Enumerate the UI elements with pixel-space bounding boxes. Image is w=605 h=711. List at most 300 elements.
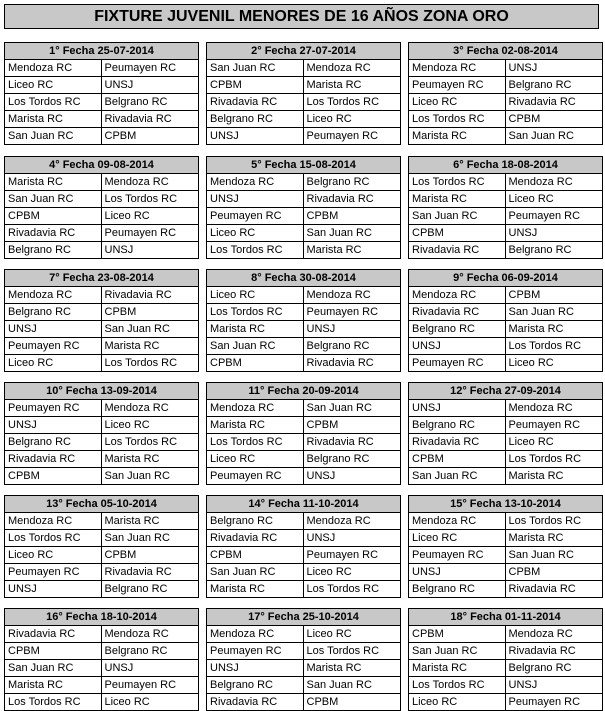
away-team: Peumayen RC bbox=[104, 62, 177, 74]
match-row bbox=[5, 94, 198, 111]
match-row bbox=[207, 287, 400, 304]
match-row bbox=[409, 564, 602, 581]
match-row bbox=[5, 128, 198, 144]
match-row bbox=[409, 174, 602, 191]
away-team: Rivadavia RC bbox=[104, 113, 172, 125]
home-team: San Juan RC bbox=[207, 60, 304, 76]
home-team: Peumayen RC bbox=[207, 468, 304, 484]
fecha-header: 5° Fecha 15-08-2014 bbox=[207, 157, 400, 174]
match-row bbox=[409, 626, 602, 643]
home-team: CPBM bbox=[5, 643, 102, 659]
fecha-block bbox=[4, 608, 199, 711]
match-row bbox=[207, 321, 400, 338]
home-team: Los Tordos RC bbox=[409, 111, 506, 127]
away-team: Mendoza RC bbox=[104, 402, 169, 414]
home-team: Marista RC bbox=[5, 677, 102, 693]
match-row bbox=[207, 581, 400, 597]
match-row bbox=[5, 304, 198, 321]
away-team: Peumayen RC bbox=[104, 227, 177, 239]
home-team: Marista RC bbox=[409, 128, 506, 144]
match-row bbox=[409, 547, 602, 564]
home-team: Belgrano RC bbox=[207, 111, 304, 127]
home-team: Rivadavia RC bbox=[207, 530, 304, 546]
match-row bbox=[5, 338, 198, 355]
away-team: Peumayen RC bbox=[508, 210, 581, 222]
fecha-block bbox=[4, 269, 199, 372]
away-team: Los Tordos RC bbox=[508, 515, 582, 527]
home-team: Belgrano RC bbox=[5, 304, 102, 320]
home-team: San Juan RC bbox=[5, 660, 102, 676]
away-team: Los Tordos RC bbox=[104, 357, 178, 369]
home-team: Belgrano RC bbox=[409, 321, 506, 337]
match-row bbox=[409, 677, 602, 694]
away-team: CPBM bbox=[104, 130, 137, 142]
away-team: San Juan RC bbox=[306, 227, 372, 239]
home-team: Mendoza RC bbox=[409, 287, 506, 303]
match-row bbox=[5, 451, 198, 468]
home-team: Belgrano RC bbox=[409, 581, 506, 597]
away-team: Liceo RC bbox=[306, 628, 352, 640]
match-row bbox=[5, 434, 198, 451]
page-title: FIXTURE JUVENIL MENORES DE 16 AÑOS ZONA ORO bbox=[4, 4, 599, 29]
away-team: San Juan RC bbox=[508, 130, 574, 142]
away-team: Los Tordos RC bbox=[508, 453, 582, 465]
fecha-header: 11° Fecha 20-09-2014 bbox=[207, 383, 400, 400]
home-team: UNSJ bbox=[409, 400, 506, 416]
home-team: Rivadavia RC bbox=[409, 304, 506, 320]
home-team: CPBM bbox=[409, 626, 506, 642]
home-team: Belgrano RC bbox=[5, 434, 102, 450]
match-row bbox=[207, 94, 400, 111]
home-team: Liceo RC bbox=[207, 225, 304, 241]
fecha-block bbox=[206, 269, 401, 372]
match-row bbox=[409, 287, 602, 304]
home-team: San Juan RC bbox=[409, 468, 506, 484]
home-team: UNSJ bbox=[5, 581, 102, 597]
away-team: CPBM bbox=[306, 210, 339, 222]
home-team: Rivadavia RC bbox=[409, 434, 506, 450]
home-team: Peumayen RC bbox=[409, 547, 506, 563]
match-row bbox=[409, 513, 602, 530]
home-team: Peumayen RC bbox=[5, 564, 102, 580]
fecha-block bbox=[408, 42, 603, 145]
match-row bbox=[5, 581, 198, 597]
home-team: Marista RC bbox=[5, 174, 102, 190]
home-team: San Juan RC bbox=[5, 128, 102, 144]
away-team: Peumayen RC bbox=[306, 130, 379, 142]
away-team: Belgrano RC bbox=[306, 453, 370, 465]
match-row bbox=[409, 191, 602, 208]
match-row bbox=[207, 451, 400, 468]
home-team: Mendoza RC bbox=[5, 513, 102, 529]
match-row bbox=[5, 287, 198, 304]
away-team: Liceo RC bbox=[306, 566, 352, 578]
match-row bbox=[5, 174, 198, 191]
match-row bbox=[409, 111, 602, 128]
match-row bbox=[207, 191, 400, 208]
away-team: San Juan RC bbox=[306, 402, 372, 414]
match-row bbox=[5, 547, 198, 564]
home-team: Mendoza RC bbox=[207, 626, 304, 642]
home-team: UNSJ bbox=[409, 564, 506, 580]
home-team: Mendoza RC bbox=[5, 287, 102, 303]
match-row bbox=[409, 581, 602, 597]
match-row bbox=[207, 694, 400, 710]
away-team: CPBM bbox=[306, 696, 339, 708]
away-team: UNSJ bbox=[306, 323, 336, 335]
fecha-block bbox=[206, 382, 401, 485]
match-row bbox=[5, 400, 198, 417]
match-row bbox=[409, 400, 602, 417]
match-row bbox=[409, 321, 602, 338]
away-team: UNSJ bbox=[104, 79, 134, 91]
away-team: Los Tordos RC bbox=[306, 583, 380, 595]
away-team: UNSJ bbox=[306, 532, 336, 544]
match-row bbox=[409, 451, 602, 468]
away-team: Rivadavia RC bbox=[104, 289, 172, 301]
match-row bbox=[207, 626, 400, 643]
away-team: San Juan RC bbox=[508, 306, 574, 318]
match-row bbox=[409, 694, 602, 710]
home-team: Marista RC bbox=[409, 191, 506, 207]
match-row bbox=[409, 338, 602, 355]
away-team: San Juan RC bbox=[508, 549, 574, 561]
fecha-header: 1° Fecha 25-07-2014 bbox=[5, 43, 198, 60]
away-team: Mendoza RC bbox=[508, 402, 573, 414]
away-team: Rivadavia RC bbox=[306, 193, 374, 205]
match-row bbox=[207, 225, 400, 242]
home-team: Liceo RC bbox=[409, 94, 506, 110]
match-row bbox=[5, 626, 198, 643]
home-team: Liceo RC bbox=[409, 530, 506, 546]
away-team: Mendoza RC bbox=[306, 515, 371, 527]
match-row bbox=[207, 174, 400, 191]
fecha-header: 17° Fecha 25-10-2014 bbox=[207, 609, 400, 626]
home-team: Liceo RC bbox=[5, 547, 102, 563]
away-team: CPBM bbox=[306, 419, 339, 431]
match-row bbox=[207, 304, 400, 321]
away-team: Marista RC bbox=[306, 244, 362, 256]
home-team: UNSJ bbox=[207, 660, 304, 676]
match-row bbox=[409, 643, 602, 660]
home-team: Rivadavia RC bbox=[5, 451, 102, 467]
match-row bbox=[5, 513, 198, 530]
fecha-header: 16° Fecha 18-10-2014 bbox=[5, 609, 198, 626]
home-team: Belgrano RC bbox=[5, 242, 102, 258]
fecha-header: 3° Fecha 02-08-2014 bbox=[409, 43, 602, 60]
home-team: Marista RC bbox=[207, 321, 304, 337]
home-team: Los Tordos RC bbox=[409, 677, 506, 693]
home-team: Rivadavia RC bbox=[5, 225, 102, 241]
away-team: Liceo RC bbox=[508, 436, 554, 448]
match-row bbox=[409, 304, 602, 321]
match-row bbox=[5, 321, 198, 338]
home-team: San Juan RC bbox=[207, 338, 304, 354]
match-row bbox=[207, 400, 400, 417]
fecha-header: 9° Fecha 06-09-2014 bbox=[409, 270, 602, 287]
home-team: Rivadavia RC bbox=[409, 242, 506, 258]
match-row bbox=[207, 77, 400, 94]
away-team: San Juan RC bbox=[306, 679, 372, 691]
home-team: Rivadavia RC bbox=[207, 694, 304, 710]
match-row bbox=[207, 417, 400, 434]
match-row bbox=[409, 225, 602, 242]
away-team: Los Tordos RC bbox=[104, 193, 178, 205]
match-row bbox=[207, 468, 400, 484]
away-team: Marista RC bbox=[104, 340, 160, 352]
away-team: Peumayen RC bbox=[306, 549, 379, 561]
away-team: Peumayen RC bbox=[306, 306, 379, 318]
away-team: Marista RC bbox=[508, 470, 564, 482]
away-team: Los Tordos RC bbox=[306, 645, 380, 657]
away-team: CPBM bbox=[104, 549, 137, 561]
fecha-header: 13° Fecha 05-10-2014 bbox=[5, 496, 198, 513]
fecha-header: 14° Fecha 11-10-2014 bbox=[207, 496, 400, 513]
match-row bbox=[5, 694, 198, 710]
match-row bbox=[409, 128, 602, 144]
match-row bbox=[5, 225, 198, 242]
away-team: Belgrano RC bbox=[508, 79, 572, 91]
away-team: Rivadavia RC bbox=[508, 96, 576, 108]
home-team: CPBM bbox=[409, 451, 506, 467]
match-row bbox=[207, 643, 400, 660]
match-row bbox=[5, 468, 198, 484]
fecha-block bbox=[206, 42, 401, 145]
match-row bbox=[5, 417, 198, 434]
match-row bbox=[207, 677, 400, 694]
match-row bbox=[5, 355, 198, 371]
away-team: Liceo RC bbox=[508, 357, 554, 369]
home-team: Liceo RC bbox=[207, 287, 304, 303]
away-team: Marista RC bbox=[104, 515, 160, 527]
match-row bbox=[5, 564, 198, 581]
home-team: UNSJ bbox=[5, 417, 102, 433]
home-team: Peumayen RC bbox=[207, 208, 304, 224]
away-team: UNSJ bbox=[104, 244, 134, 256]
home-team: San Juan RC bbox=[409, 208, 506, 224]
home-team: Rivadavia RC bbox=[207, 94, 304, 110]
match-row bbox=[207, 547, 400, 564]
home-team: Mendoza RC bbox=[409, 60, 506, 76]
home-team: San Juan RC bbox=[207, 564, 304, 580]
away-team: Rivadavia RC bbox=[104, 566, 172, 578]
fecha-block bbox=[408, 382, 603, 485]
away-team: Rivadavia RC bbox=[508, 645, 576, 657]
match-row bbox=[207, 60, 400, 77]
away-team: Liceo RC bbox=[104, 419, 150, 431]
fecha-block bbox=[408, 269, 603, 372]
away-team: CPBM bbox=[508, 566, 541, 578]
fecha-block bbox=[4, 42, 199, 145]
home-team: Peumayen RC bbox=[409, 77, 506, 93]
home-team: Los Tordos RC bbox=[5, 694, 102, 710]
away-team: CPBM bbox=[508, 113, 541, 125]
fecha-block bbox=[4, 156, 199, 259]
home-team: Peumayen RC bbox=[409, 355, 506, 371]
away-team: Liceo RC bbox=[508, 193, 554, 205]
away-team: UNSJ bbox=[104, 662, 134, 674]
away-team: Peumayen RC bbox=[104, 679, 177, 691]
away-team: Peumayen RC bbox=[508, 696, 581, 708]
fecha-block bbox=[408, 156, 603, 259]
match-row bbox=[409, 468, 602, 484]
match-row bbox=[207, 660, 400, 677]
away-team: Mendoza RC bbox=[104, 628, 169, 640]
home-team: Liceo RC bbox=[207, 451, 304, 467]
match-row bbox=[5, 242, 198, 258]
fecha-header: 15° Fecha 13-10-2014 bbox=[409, 496, 602, 513]
match-row bbox=[5, 77, 198, 94]
away-team: Los Tordos RC bbox=[306, 96, 380, 108]
away-team: Marista RC bbox=[306, 662, 362, 674]
away-team: Liceo RC bbox=[104, 210, 150, 222]
fecha-header: 2° Fecha 27-07-2014 bbox=[207, 43, 400, 60]
home-team: Los Tordos RC bbox=[207, 242, 304, 258]
home-team: UNSJ bbox=[207, 191, 304, 207]
away-team: CPBM bbox=[508, 289, 541, 301]
away-team: Los Tordos RC bbox=[508, 340, 582, 352]
home-team: CPBM bbox=[207, 77, 304, 93]
match-row bbox=[207, 434, 400, 451]
match-row bbox=[5, 677, 198, 694]
away-team: Belgrano RC bbox=[508, 244, 572, 256]
fecha-block bbox=[408, 495, 603, 598]
match-row bbox=[207, 355, 400, 371]
home-team: UNSJ bbox=[5, 321, 102, 337]
home-team: Los Tordos RC bbox=[207, 304, 304, 320]
match-row bbox=[409, 94, 602, 111]
away-team: Marista RC bbox=[306, 79, 362, 91]
home-team: Belgrano RC bbox=[207, 513, 304, 529]
away-team: Rivadavia RC bbox=[508, 583, 576, 595]
away-team: Belgrano RC bbox=[104, 583, 168, 595]
fecha-header: 7° Fecha 23-08-2014 bbox=[5, 270, 198, 287]
match-row bbox=[207, 338, 400, 355]
home-team: CPBM bbox=[207, 355, 304, 371]
home-team: Peumayen RC bbox=[207, 643, 304, 659]
fecha-header: 8° Fecha 30-08-2014 bbox=[207, 270, 400, 287]
away-team: Belgrano RC bbox=[104, 645, 168, 657]
fecha-block bbox=[206, 156, 401, 259]
fecha-block bbox=[4, 382, 199, 485]
match-row bbox=[5, 643, 198, 660]
away-team: UNSJ bbox=[508, 62, 538, 74]
away-team: Marista RC bbox=[104, 453, 160, 465]
home-team: UNSJ bbox=[207, 128, 304, 144]
fecha-block bbox=[206, 495, 401, 598]
match-row bbox=[409, 77, 602, 94]
match-row bbox=[207, 513, 400, 530]
home-team: San Juan RC bbox=[5, 191, 102, 207]
match-row bbox=[207, 128, 400, 144]
away-team: Belgrano RC bbox=[306, 340, 370, 352]
away-team: Belgrano RC bbox=[104, 96, 168, 108]
home-team: Peumayen RC bbox=[5, 400, 102, 416]
home-team: San Juan RC bbox=[409, 643, 506, 659]
away-team: UNSJ bbox=[508, 679, 538, 691]
match-row bbox=[207, 111, 400, 128]
fecha-header: 12° Fecha 27-09-2014 bbox=[409, 383, 602, 400]
away-team: Peumayen RC bbox=[508, 419, 581, 431]
home-team: Los Tordos RC bbox=[207, 434, 304, 450]
fecha-header: 10° Fecha 13-09-2014 bbox=[5, 383, 198, 400]
home-team: Liceo RC bbox=[5, 77, 102, 93]
away-team: San Juan RC bbox=[104, 470, 170, 482]
match-row bbox=[207, 208, 400, 225]
home-team: Mendoza RC bbox=[409, 513, 506, 529]
home-team: Marista RC bbox=[409, 660, 506, 676]
away-team: UNSJ bbox=[508, 227, 538, 239]
home-team: CPBM bbox=[5, 468, 102, 484]
match-row bbox=[409, 417, 602, 434]
home-team: Peumayen RC bbox=[5, 338, 102, 354]
match-row bbox=[5, 60, 198, 77]
fecha-block bbox=[4, 495, 199, 598]
match-row bbox=[409, 660, 602, 677]
home-team: CPBM bbox=[409, 225, 506, 241]
home-team: Mendoza RC bbox=[207, 400, 304, 416]
away-team: Liceo RC bbox=[104, 696, 150, 708]
away-team: Marista RC bbox=[508, 323, 564, 335]
home-team: Los Tordos RC bbox=[5, 94, 102, 110]
match-row bbox=[409, 355, 602, 371]
away-team: Mendoza RC bbox=[306, 289, 371, 301]
away-team: Rivadavia RC bbox=[306, 357, 374, 369]
away-team: Los Tordos RC bbox=[104, 436, 178, 448]
match-row bbox=[409, 208, 602, 225]
match-row bbox=[409, 530, 602, 547]
match-row bbox=[409, 242, 602, 258]
home-team: Liceo RC bbox=[5, 355, 102, 371]
match-row bbox=[207, 564, 400, 581]
fecha-header: 18° Fecha 01-11-2014 bbox=[409, 609, 602, 626]
away-team: Rivadavia RC bbox=[306, 436, 374, 448]
home-team: UNSJ bbox=[409, 338, 506, 354]
fecha-header: 6° Fecha 18-08-2014 bbox=[409, 157, 602, 174]
match-row bbox=[207, 530, 400, 547]
match-row bbox=[5, 111, 198, 128]
home-team: Marista RC bbox=[207, 417, 304, 433]
away-team: San Juan RC bbox=[104, 323, 170, 335]
home-team: CPBM bbox=[5, 208, 102, 224]
away-team: Mendoza RC bbox=[306, 62, 371, 74]
home-team: Rivadavia RC bbox=[5, 626, 102, 642]
away-team: Marista RC bbox=[508, 532, 564, 544]
match-row bbox=[5, 191, 198, 208]
away-team: Belgrano RC bbox=[306, 176, 370, 188]
away-team: Mendoza RC bbox=[508, 176, 573, 188]
away-team: CPBM bbox=[104, 306, 137, 318]
match-row bbox=[5, 660, 198, 677]
match-row bbox=[5, 208, 198, 225]
home-team: Belgrano RC bbox=[409, 417, 506, 433]
away-team: Liceo RC bbox=[306, 113, 352, 125]
away-team: UNSJ bbox=[306, 470, 336, 482]
away-team: Mendoza RC bbox=[104, 176, 169, 188]
match-row bbox=[409, 434, 602, 451]
home-team: Mendoza RC bbox=[207, 174, 304, 190]
fecha-block bbox=[408, 608, 603, 711]
fecha-block bbox=[206, 608, 401, 711]
home-team: Los Tordos RC bbox=[409, 174, 506, 190]
home-team: Marista RC bbox=[5, 111, 102, 127]
away-team: San Juan RC bbox=[104, 532, 170, 544]
match-row bbox=[207, 242, 400, 258]
home-team: CPBM bbox=[207, 547, 304, 563]
home-team: Liceo RC bbox=[409, 694, 506, 710]
away-team: Belgrano RC bbox=[508, 662, 572, 674]
fecha-header: 4° Fecha 09-08-2014 bbox=[5, 157, 198, 174]
